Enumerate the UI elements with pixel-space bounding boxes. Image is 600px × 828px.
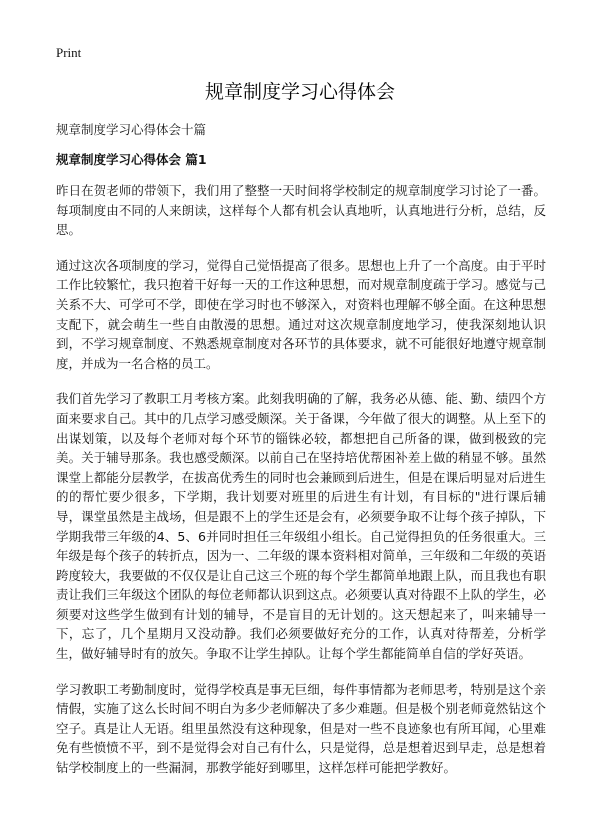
print-link[interactable]: Print <box>56 45 82 60</box>
paragraph-4: 学习教职工考勤制度时，觉得学校真是事无巨细，每件事情都为老师思考，特别是这个亲情假，实施了这么长时间不明白为多少老师解决了多少难题。但是极个别老师竟然钻这个空子。真是让人无语。组里虽然没有这种现象，但是对一些不良迹象也有所耳闻，心里难免有些愤愤不平，到不是觉得会对自己有什么，只是觉得，总是想着迟到早走，总是想着钻学校制度上的一些漏洞，那教学能好到哪里，这样怎样可能把学教好。 <box>56 681 546 776</box>
paragraph-3: 我们首先学习了教职工月考核方案。此刻我明确的了解，我务必从德、能、勤、绩四个方面来要求自己。其中的几点学习感受颇深。关于备课，今年做了很大的调整。从上至下的出谋划策，以及每个老师对每个环节的锱铢必较，都想把自己所备的课，做到极致的完美。关于辅导那条。我也感受颇深。以前自己在坚持培优帮困补差上做的稍显不够。虽然课堂上都能分层教学，在拔高优秀生的同时也会兼顾到后进生，但是在课后明显对后进生的的帮忙要少很多，下学期，我计划要对班里的后进生有计划，有目标的"进行课后辅导，课堂虽然是主战场，但是跟不上的学生还是会有，必须要争取不让每个孩子掉队，下学期我带三年级的4、5、6并同时担任三年级组小组长。自己觉得担负的任务很重大。三年级是每个孩子的转折点，因为一、二年级的课本资料相对简单，三年级和二年级的英语跨度较大，我要做的不仅仅是让自己这三个班的每个学生都简单地跟上队，而且我也有职责让我们三年级这个团队的每位老师都认识到这点。必须要认真对待跟不上队的学生，必须要对这些学生做到有计划的辅导，不是盲目的无计划的。这天想起来了，叫来辅导一下，忘了，几个星期月又没动静。我们必须要做好充分的工作，认真对待帮差，分析学生，做好辅导时有的放矢。争取不让学生掉队。让每个学生都能简单自信的学好英语。 <box>56 391 546 662</box>
article-body <box>56 181 546 794</box>
document-subtitle: 规章制度学习心得体会十篇 <box>56 122 207 137</box>
section-heading: 规章制度学习心得体会 篇1 <box>56 152 207 167</box>
paragraph-2: 通过这次各项制度的学习，觉得自己觉悟提高了很多。思想也上升了一个高度。由于平时工作比较繁忙，我只抱着干好每一天的工作这种思想，而对规章制度疏于学习。感觉与己关系不大、可学可不学，即使在学习时也不够深入，对资料也理解不够全面。在这种思想支配下，就会萌生一些自由散漫的思想。通过对这次规章制度地学习，使我深刻地认识到，不学习规章制度、不熟悉规章制度对各环节的具体要求，就不可能很好地遵守规章制度，并成为一名合格的员工。 <box>56 257 546 371</box>
document-title: 规章制度学习心得体会 <box>204 81 395 103</box>
paragraph-1: 昨日在贺老师的带领下，我们用了整整一天时间将学校制定的规章制度学习讨论了一番。每项制度由不同的人来朗读，这样每个人都有机会认真地听，认真地进行分析，总结，反思。 <box>56 183 546 238</box>
